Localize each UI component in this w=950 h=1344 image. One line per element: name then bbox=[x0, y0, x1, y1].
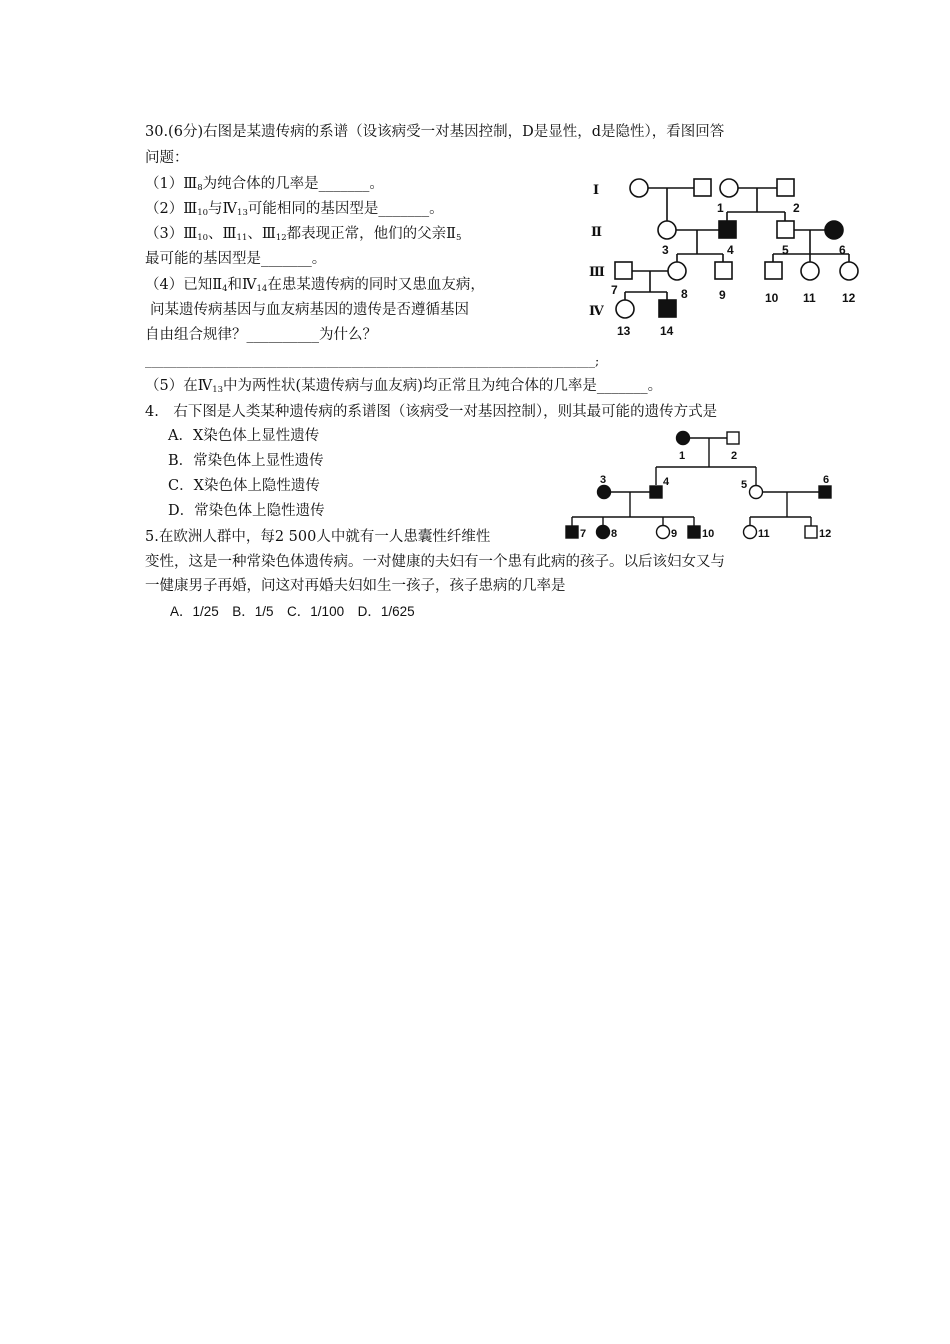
q30-sub3-subscript3: 12 bbox=[275, 233, 287, 243]
p2-person-11 bbox=[744, 526, 757, 539]
p2-label-3: 3 bbox=[600, 474, 607, 486]
p1-person-8 bbox=[668, 262, 686, 280]
p2-label-2: 2 bbox=[731, 450, 738, 462]
p2-label-12: 12 bbox=[819, 528, 832, 540]
pedigree-chart-q4 bbox=[555, 425, 845, 550]
p1-person-12 bbox=[840, 262, 858, 280]
q30-sub4 bbox=[145, 275, 485, 299]
p1-label-5: 5 bbox=[782, 243, 789, 257]
q30-sub2-subscript1: 10 bbox=[197, 208, 209, 218]
p2-person-9 bbox=[657, 526, 670, 539]
p1-gen-label-4: Ⅳ bbox=[589, 304, 604, 319]
q5-line1: 5.在欧洲人群中，每2 500人中就有一人患囊性纤维性 bbox=[145, 529, 491, 545]
p1-label-1: 1 bbox=[717, 201, 724, 215]
p2-person-5 bbox=[750, 486, 763, 499]
q30-sub1 bbox=[145, 174, 384, 198]
p1-label-4: 4 bbox=[727, 243, 734, 257]
q30-sub3-subscript4: 5 bbox=[456, 233, 462, 243]
p2-label-4: 4 bbox=[663, 476, 670, 488]
q30-sub3-subscript1: 10 bbox=[197, 233, 209, 243]
q4-option-a: A．X染色体上显性遗传 bbox=[168, 428, 320, 444]
p2-person-4 bbox=[650, 486, 662, 498]
p2-label-8: 8 bbox=[611, 528, 618, 540]
q30-sub5-subscript: 13 bbox=[212, 385, 224, 395]
p1-person-3 bbox=[658, 221, 676, 239]
q30-sub5-post: 中为两性状(某遗传病与血友病)均正常且为纯合体的几率是_______。 bbox=[223, 378, 663, 394]
p1-gen-label-2: Ⅱ bbox=[591, 225, 602, 240]
q30-sub4-mid: 和Ⅳ bbox=[227, 277, 257, 293]
p1-gen-label-1: Ⅰ bbox=[593, 183, 600, 198]
q4-option-b: B．常染色体上显性遗传 bbox=[168, 453, 324, 469]
p1-person-14 bbox=[659, 300, 676, 317]
p1-person-13 bbox=[616, 300, 634, 318]
p2-person-2 bbox=[727, 432, 739, 444]
p2-person-10 bbox=[688, 526, 700, 538]
q30-sub4-line2: 问某遗传病基因与血友病基因的遗传是否遵循基因 bbox=[150, 302, 469, 318]
p2-person-7 bbox=[566, 526, 578, 538]
p1-person-1 bbox=[720, 179, 738, 197]
q30-sub4-subscript2: 14 bbox=[256, 284, 268, 294]
q30-sub1-post: 为纯合体的几率是_______。 bbox=[202, 176, 384, 192]
p2-label-5: 5 bbox=[741, 479, 748, 491]
q5-answers: A．1/25 B．1/5 C．1/100 D．1/625 bbox=[170, 604, 415, 619]
q30-intro-line1: 30.(6分)右图是某遗传病的系谱（设该病受一对基因控制，D是显性，d是隐性），看图回答 bbox=[145, 124, 725, 140]
p1-label-10: 10 bbox=[765, 291, 779, 305]
p1-person-10 bbox=[765, 262, 782, 279]
q30-sub2 bbox=[145, 199, 444, 223]
q30-sub3-mid2: 、Ⅲ bbox=[247, 226, 276, 242]
p1-label-9: 9 bbox=[719, 288, 726, 302]
q30-intro-line2: 问题： bbox=[145, 150, 189, 166]
p2-label-9: 9 bbox=[671, 528, 678, 540]
q30-sub5-pre: （5）在Ⅳ bbox=[145, 378, 213, 394]
q30-sub4-answer-line: ________________________________________________________________________; bbox=[145, 353, 600, 368]
q30-sub2-pre: （2）Ⅲ bbox=[145, 201, 198, 217]
p1-person-6 bbox=[825, 221, 843, 239]
p1-person-2 bbox=[777, 179, 794, 196]
pedigree-chart-q30 bbox=[585, 170, 875, 345]
q30-sub3-pre: （3）Ⅲ bbox=[145, 226, 198, 242]
q30-sub1-subscript: 8 bbox=[197, 183, 203, 193]
q30-sub5 bbox=[145, 376, 662, 400]
p1-label-6: 6 bbox=[839, 243, 846, 257]
p1-label-14: 14 bbox=[660, 324, 674, 338]
p2-person-12 bbox=[805, 526, 817, 538]
q30-sub3-line2: 最可能的基因型是_______。 bbox=[145, 251, 327, 267]
q30-sub3 bbox=[145, 224, 461, 248]
p1-person-9 bbox=[715, 262, 732, 279]
p1-label-2: 2 bbox=[793, 201, 800, 215]
p1-label-11: 11 bbox=[803, 291, 816, 305]
q30-sub2-post: 可能相同的基因型是_______。 bbox=[247, 201, 444, 217]
p2-person-1 bbox=[677, 432, 690, 445]
p1-label-8: 8 bbox=[681, 287, 688, 301]
q30-sub2-mid: 与Ⅳ bbox=[208, 201, 238, 217]
p2-person-8 bbox=[597, 526, 610, 539]
p2-label-1: 1 bbox=[679, 450, 686, 462]
q30-sub4-subscript1: 4 bbox=[222, 284, 228, 294]
q30-sub2-subscript2: 13 bbox=[237, 208, 248, 218]
p1-gen-label-3: Ⅲ bbox=[589, 265, 605, 280]
p1-label-13: 13 bbox=[617, 324, 631, 338]
p1-person-11 bbox=[801, 262, 819, 280]
p2-person-3 bbox=[598, 486, 611, 499]
p1-person-i-female-a bbox=[630, 179, 648, 197]
q4-stem: 4. 右下图是人类某种遗传病的系谱图（该病受一对基因控制），则其最可能的遗传方式是 bbox=[145, 404, 718, 420]
q5-line3: 一健康男子再婚，问这对再婚夫妇如生一孩子，孩子患病的几率是 bbox=[145, 578, 566, 594]
p2-label-10: 10 bbox=[702, 528, 715, 540]
p2-label-11: 11 bbox=[758, 528, 770, 540]
q30-sub4-pre: （4）已知Ⅱ bbox=[145, 277, 223, 293]
q4-option-c: C．X染色体上隐性遗传 bbox=[168, 478, 320, 494]
q30-sub1-pre: （1）Ⅲ bbox=[145, 176, 198, 192]
p1-person-4 bbox=[719, 221, 736, 238]
q30-sub4-line3: 自由组合规律？__________为什么？ bbox=[145, 327, 377, 343]
q5-line2: 变性，这是一种常染色体遗传病。一对健康的夫妇有一个患有此病的孩子。以后该妇女又与 bbox=[145, 554, 725, 570]
p1-label-3: 3 bbox=[662, 243, 669, 257]
q30-sub3-mid1: 、Ⅲ bbox=[208, 226, 237, 242]
q4-option-d: D．常染色体上隐性遗传 bbox=[168, 503, 325, 519]
p1-person-7 bbox=[615, 262, 632, 279]
q30-sub3-subscript2: 11 bbox=[236, 233, 248, 243]
p1-label-12: 12 bbox=[842, 291, 856, 305]
p1-person-i-male-a bbox=[694, 179, 711, 196]
p2-label-6: 6 bbox=[823, 474, 830, 486]
q30-sub4-post: 在患某遗传病的同时又患血友病， bbox=[267, 277, 485, 293]
p1-label-7: 7 bbox=[611, 283, 618, 297]
p2-person-6 bbox=[819, 486, 831, 498]
p2-label-7: 7 bbox=[580, 528, 587, 540]
q30-sub3-mid3: 都表现正常，他们的父亲Ⅱ bbox=[286, 226, 457, 242]
p1-person-5 bbox=[777, 221, 794, 238]
